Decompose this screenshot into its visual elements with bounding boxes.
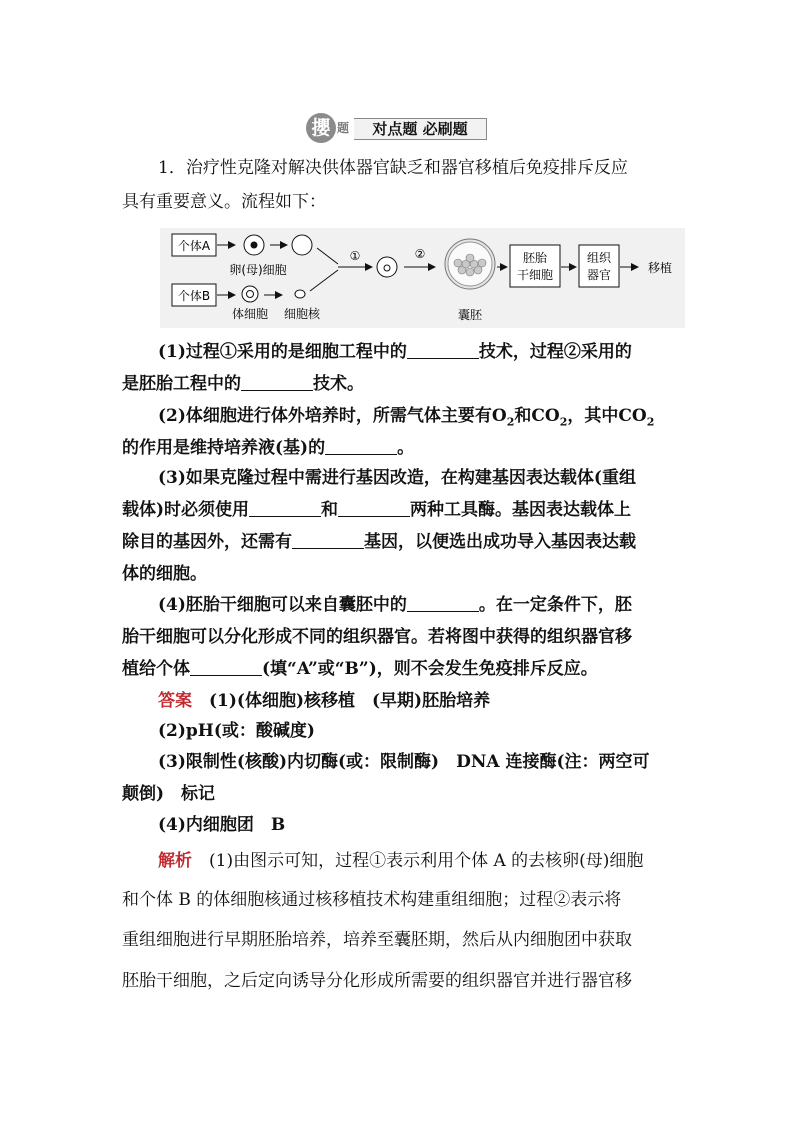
sub-question-4-line-2: 胎干细胞可以分化形成不同的组织器官。若将图中获得的组织器官移	[122, 627, 632, 647]
sub-question-3-line-2: 载体)时必须使用 和 两种工具酶。基因表达载体上	[122, 500, 632, 520]
sub-question-3-line-4: 体的细胞。	[122, 564, 207, 584]
blastocyst-label: 囊胚	[457, 308, 483, 322]
step-2-label: ②	[414, 247, 426, 261]
individual-a-label: 个体A	[177, 239, 211, 253]
sub-question-4-line-1: (4)胚胎干细胞可以来自囊胚中的 。在一定条件下，胚	[158, 595, 632, 615]
egg-cell-label: 卵(母)细胞	[229, 263, 287, 277]
badge-title: 对点题 必刷题	[354, 118, 487, 140]
answer-line-5: (4)内细胞团 B	[158, 815, 286, 835]
question-line-2: 具有重要意义。流程如下：	[122, 192, 326, 212]
sub-question-4-line-3: 植给个体 (填“A”或“B”)，则不会发生免疫排斥反应。	[122, 659, 598, 679]
sub-question-1-line-1: (1)过程①采用的是细胞工程中的 技术，过程②采用的	[158, 342, 632, 362]
answer-line-2: (2)pH(或：酸碱度)	[158, 721, 315, 741]
sub-question-3-line-1: (3)如果克隆过程中需进行基因改造，在构建基因表达载体(重组	[158, 468, 636, 488]
sub-question-2-line-1: (2)体细胞进行体外培养时，所需气体主要有$O_2$和$CO_2$，其中$CO_2$	[158, 406, 655, 429]
sub-question-1-line-2: 是胚胎工程中的 技术。	[122, 374, 364, 394]
enucleated-egg-icon	[292, 235, 312, 255]
answer-line-4: 颠倒) 标记	[122, 784, 216, 804]
nucleus-icon	[295, 290, 305, 298]
stem-cell-line-2: 干细胞	[516, 268, 554, 282]
answer-blank[interactable]	[292, 530, 364, 549]
analysis-label: 解析	[158, 851, 192, 871]
analysis-line-4: 胚胎干细胞，之后定向诱导分化形成所需要的组织器官并进行器官移	[122, 971, 632, 991]
organ-line-1: 组织	[586, 251, 612, 265]
section-badge	[306, 113, 488, 143]
badge-suffix: 题	[337, 121, 350, 135]
body-cell-label: 体细胞	[231, 307, 269, 321]
individual-b-label: 个体B	[177, 289, 211, 303]
answer-blank[interactable]	[249, 498, 321, 517]
cloning-flow-diagram	[160, 228, 685, 328]
answer-label: 答案	[158, 691, 192, 711]
answer-blank[interactable]	[190, 657, 262, 676]
answer-line-1: 答案 (1)(体细胞)核移植 (早期)胚胎培养	[122, 686, 678, 716]
analysis-line-3: 重组细胞进行早期胚胎培养，培养至囊胚期，然后从内细胞团中获取	[122, 930, 632, 950]
transplant-label: 移植	[647, 261, 673, 275]
step-1-label: ①	[349, 249, 361, 263]
answer-blank[interactable]	[407, 593, 479, 612]
sub-question-3-line-3: 除目的基因外，还需有 基因，以便选出成功导入基因表达载	[122, 532, 636, 552]
stem-cell-line-1: 胚胎	[522, 251, 548, 265]
answer-blank[interactable]	[325, 436, 397, 455]
answer-line-3: (3)限制性(核酸)内切酶(或：限制酶) DNA 连接酶(注：两空可	[158, 752, 650, 772]
analysis-line-2: 和个体 B 的体细胞核通过核移植技术构建重组细胞；过程②表示将	[122, 890, 622, 910]
question-line-1: 1．治疗性克隆对解决供体器官缺乏和器官移植后免疫排斥反应	[158, 158, 628, 178]
answer-blank[interactable]	[338, 498, 410, 517]
answer-blank[interactable]	[241, 372, 313, 391]
badge-circle: 攖	[306, 113, 336, 143]
nucleus-label: 细胞核	[283, 307, 321, 321]
answer-blank[interactable]	[407, 340, 479, 359]
analysis-line-1: 解析 (1)由图示可知，过程①表示利用个体 A 的去核卵(母)细胞	[122, 846, 678, 876]
organ-line-2: 器官	[586, 268, 612, 282]
sub-question-2-line-2: 的作用是维持培养液(基)的 。	[122, 438, 415, 458]
